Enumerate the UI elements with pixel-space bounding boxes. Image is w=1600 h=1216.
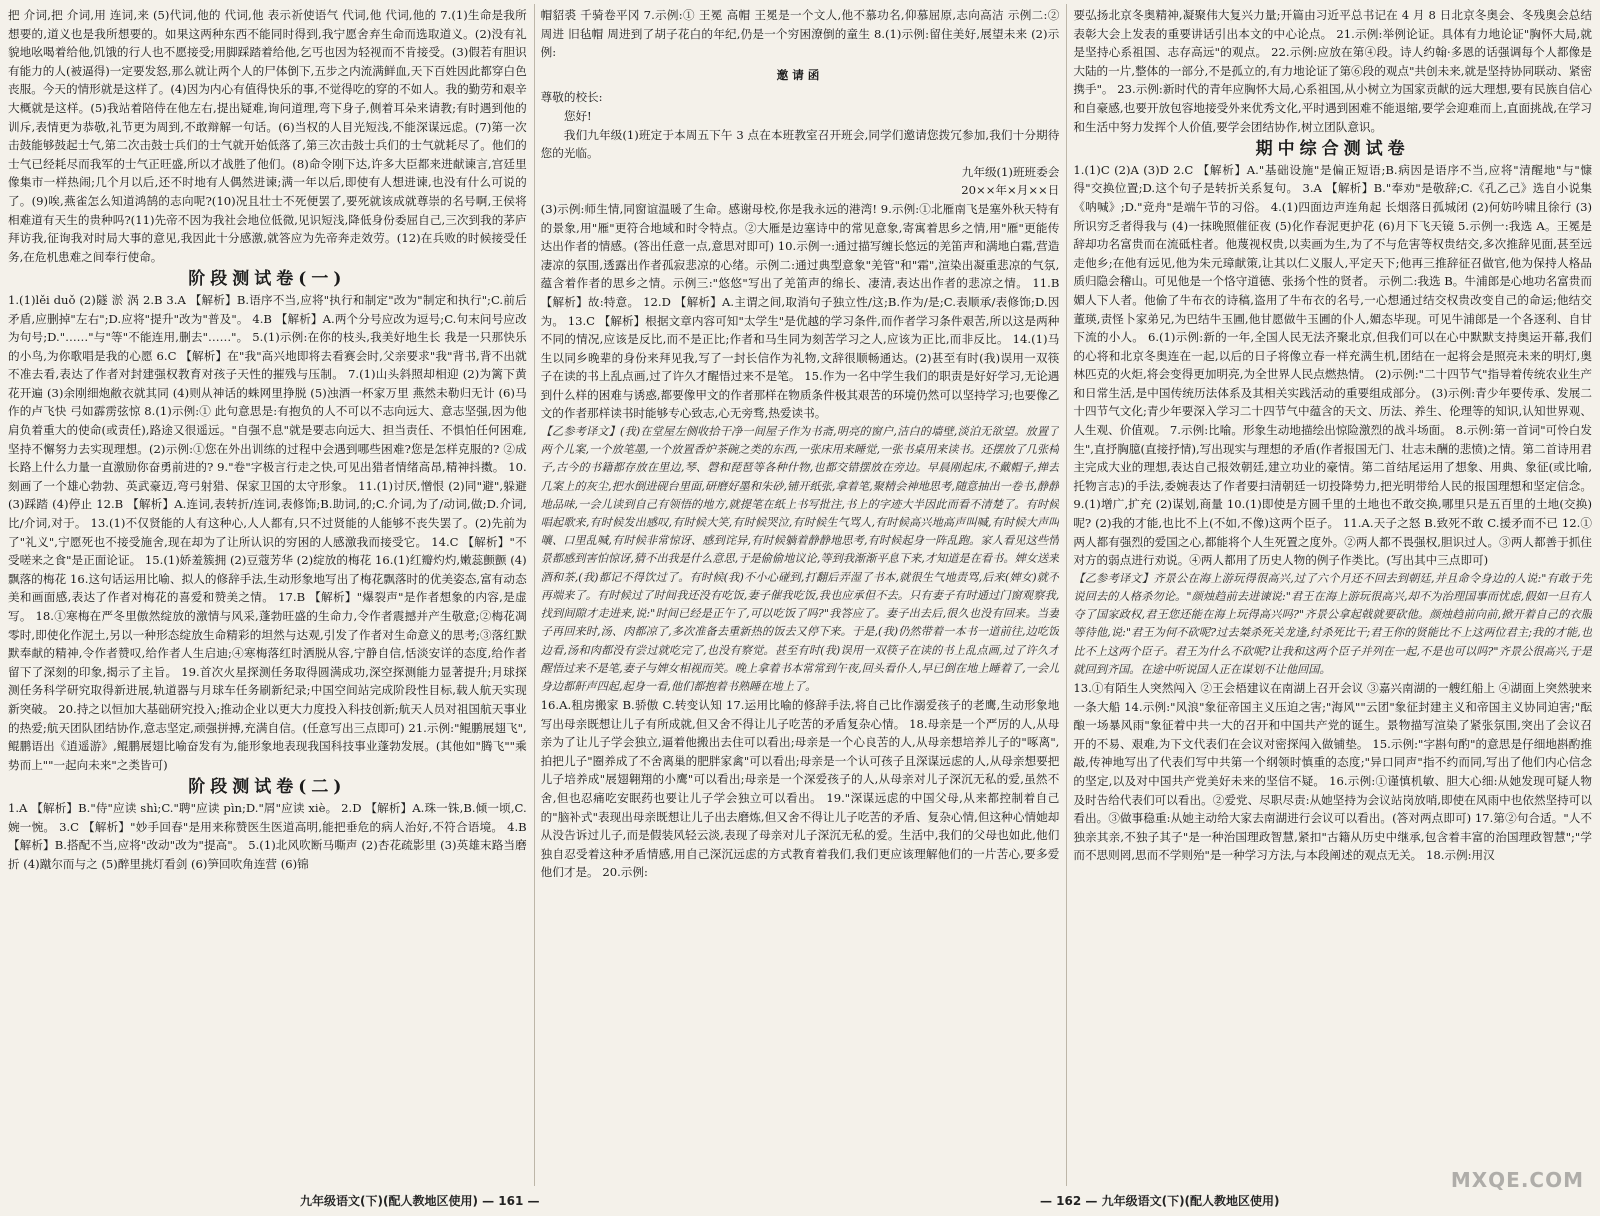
- letter-date: 20××年×月××日: [961, 183, 1060, 198]
- paragraph: (3)示例:师生情,同窗谊温暖了生命。感谢母校,你是我永远的港湾! 9.示例:①北雁南飞是塞外秋天特有的景象,用"雁"更符合地域和时令特点。②大雁是边塞诗中的常见意象,寄寓着思乡之情,用"雁"更能传达出作者的情感。(答出任意一点,意思对即可) 10.示例一:通过描写缠长悠远的羌笛声和满地白霜,营造凄凉的氛围,透露出作者孤寂悲凉的心绪。示例二:通过典型意象"羌管"和"霜",渲染出凝重悲凉的气氛,蕴含着作者的思乡之情。示例三:"悠悠"写出了羌笛声的绵长、凄清,表达出作者的悲凉之情。 11.B 【解析】故:特意。 12.D 【解析】A.主谓之间,取消句子独立性/这;B.作为/是;C.表顺承/表修饰;D.因为。 13.C 【解析】根据文章内容可知"太学生"是优越的学习条件,而作者学习条件艰苦,所以这是两种不同的情况,应该是反比,而不是正比;作者和马生同为刻苦学习之人,应该为正比,而非反比。 14.(1)马生以同乡晚辈的身份来拜见我,写了一封长信作为礼物,文辞很顺畅通达。(2)甚至有时(我)误用一双筷子在读的书上乱点画,过了许久才醒悟过来不是笔。 15.作为一名中学生我们的职责是好好学习,无论遇到什么样的困难与诱惑,都要像甲文的作者那样在物质条件极其艰苦的环境仍然可以坚持学习;也要像乙文的作者那样读书时能够专心致志,心无旁骛,热爱读书。: [540, 201, 1060, 421]
- letter-salutation: 尊敬的校长:: [540, 90, 603, 105]
- column-divider: [1066, 4, 1067, 1186]
- answer-page: [8, 6, 1592, 1186]
- column-right: [1073, 6, 1592, 1186]
- paragraph: 把 介词,把 介词,用 连词,来 (5)代词,他的 代词,他 表示祈使语气 代词,他 代词,他的 7.(1)生命是我所想要的,道义也是我所想要的。如果这两种东西不能同时得到,我宁愿舍弃生命而选取道义。(2)没有礼貌地吆喝着给他,饥饿的行人也不愿接受;用脚踩踏着给他,乞丐也因为轻视而不肯接受。(3)假若有胆识有能力的人(被逼得)一定要发怒,那么就让两个人的尸体倒下,五步之内流满鲜血,天下百姓因此都穿白色丧服。今天的情形就是这样了。(4)因为内心有值得快乐的事,不觉得吃的穿的不如人。我的勤劳和艰辛大概就是这样。(5)我站着陪侍在他左右,提出疑难,询问道理,弯下身子,侧着耳朵来请教;有时遇到他的训斥,表情更为恭敬,礼节更为周到,不敢辩解一句话。(6)当权的人目光短浅,不能深谋远虑。(7)第一次击鼓能够鼓起士气,第二次击鼓士兵们的士气就开始低落了,第三次击鼓士兵们的士气就耗尽了。他们的士气已经耗尽而我军的士气正旺盛,所以才战胜了他们。(8)命令刚下达,许多大臣都来进献谏言,宫廷里像集市一样热闹;几个月以后,还不时地有人偶然进谏;满一年以后,即使有人想进谏,也没有什么可说的了。(9)唉,燕雀怎么知道鸿鹄的志向呢?(10)况且壮士不死便罢了,要死就该成就尊崇的名号啊,王侯将相难道有天生的贵种吗?(11)先帝不因为我社会地位低微,见识短浅,降低身份委屈自己,三次到我的茅庐拜访我,征询我对时局大事的意见,我因此十分感激,就答应为先帝奔走效劳。(12)在兵败的时候接受任务,在危机患难之间奉行使命。: [8, 8, 527, 264]
- column-divider: [534, 4, 535, 1186]
- translation-block: 【乙参考译文】(我)在堂屋左侧收拾干净一间屋子作为书斋,明亮的窗户,洁白的墙壁,淡泊无欲望。放置了两个儿案,一个放笔墨,一个放置香炉茶碗之类的东西,一张床用来睡觉,一张书桌用来读书。还摆放了几张椅子,古今的书籍都存放在里边,琴、磬和琵琶等各种什物,也都交错摆放在旁边。早晨刚起床,不戴帽子,掸去几案上的灰尘,把水倒进砚台里面,研磨好墨和朱砂,铺开纸张,拿着笔,聚精会神地思考,随意抽出一卷书,静静地品味,一会儿读到自己有领悟的地方,就提笔在纸上书写批注,书上的字迹大半因此而看不清楚了。有时候唱起歌来,有时候发出感叹,有时候大笑,有时候哭泣,有时候生气骂人,有时候高兴地高声叫喊,有时候大声叫嚷、口里乱喊,有时候非常惊讶、感到诧异,有时候躺着静静地思考,有时候起身一阵乱跑。家人看见这些情景都感到害怕惊讶,猜不出我是什么意思,于是偷偷地议论,等到我渐渐平息下来,才知道是在看书。婢女送来酒和茶,(我)都记不得饮过了。有时候(我)不小心碰到,打翻后弄湿了书本,就很生气地责骂,后来(婢女)就不再端来了。有时候过了时间我还没有吃饭,妻子催我吃饭,我也应承但不去。只有妻子有时通过门窗观察我,找到间隙才走进来,说:"时间已经是正午了,可以吃饭了吗?"我答应了。妻子出去后,很久也没有回来。当妻子再回来时,汤、肉都凉了,多次准备去重新热的饭去又停下来。于是,(我)仍然带着一本书一道前往,边吃饭边看,汤和肉都没有尝过就吃完了,也没有察觉。甚至有时(我)误用一双筷子在读的书上乱点画,过了许久才醒悟过来不是笔,妻子与婢女相视而笑。晚上拿着书本常常到午夜,回头看仆人,早已倒在地上睡着了,一会儿身边都鼾声四起,起身一看,他们都抱着书熟睡在地上了。: [540, 425, 1060, 693]
- paragraph: 帽貂裘 千骑卷平冈 7.示例:① 王冕 高帽 王冕是一个文人,他不慕功名,仰慕屈原,志向高洁 示例二:② 周进 旧毡帽 周进到了胡子花白的年纪,仍是一个穷困潦倒的童生 8.(1)示例:留住美好,展望未来 (2)示例:: [540, 8, 1060, 60]
- section-heading: 阶段测试卷(一): [188, 269, 347, 290]
- letter-body: 我们九年级(1)班定于本周五下午 3 点在本班教室召开班会,同学们邀请您拨冗参加,我们十分期待您的光临。: [540, 127, 1060, 161]
- paragraph: 1.A 【解析】B."侍"应读 shì;C."聘"应读 pìn;D."屑"应读 xiè。 2.D 【解析】A.珠一铢,B.倾一顷,C.婉一惋。 3.C 【解析】"妙手回春"是用来称赞医生医道高明,能把垂危的病人治好,不符合语境。 4.B 【解析】B.搭配不当,应将"改动"改为"提高"。 5.(1)北风吹断马嘶声 (2)杏花疏影里 (3)英雄末路当磨折 (4)蹴尔而与之 (5)醉里挑灯看剑 (6)笋回吹角连营 (6)锦: [8, 800, 527, 871]
- letter-greeting: 您好!: [563, 108, 592, 123]
- footer-right: — 162 — 九年级语文(下)(配人教地区使用): [1040, 1194, 1280, 1208]
- letter-signature: 九年级(1)班班委会: [961, 164, 1060, 179]
- section-heading: 阶段测试卷(二): [188, 777, 347, 798]
- paragraph: 1.(1)C (2)A (3)D 2.C 【解析】A."基础设施"是偏正短语;B.病因是语序不当,应将"清醒地"与"慷得"交换位置;D.这个句子是转折关系复句。 3.A 【解析】B."奉劝"是敬辞;C.《孔乙己》选自小说集《呐喊》;D."竞舟"是端午节的习俗。 4.(1)四面边声连角起 长烟落日孤城闭 (2)何妨吟啸且徐行 (3)所识穷乏者得我与 (4)一抹晚照催征夜 (5)化作春泥更护花 (6)月下飞天镜 5.示例一:我选 A。王冕是辞却功名富贵而在流砥柱者。他蔑视权贵,以卖画为生,为了不与危害等权贵结交,多次推辞见面,甚至远走他乡;在他有远见,他为朱元璋献策,让其以仁义服人,平定天下;他再三推辞征召做官,他为保持人格品质归隐会稽山。可见他是一个恪守道德、张扬个性的贤者。 示例二:我选 B。牛浦郎是心地功名富贵而媚人下人者。他偷了牛布衣的诗稿,盗用了牛布衣的名号,一心想通过结交权贵改变自己的命运;他结交董瑛,责怪卜家弟兄,为巴结牛玉圃,他甘愿做牛玉圃的仆人,媚态毕现。可见牛浦郎是一个各逐利、自甘下流的小人。 6.(1)示例:新的一年,全国人民无法齐聚北京,但我们可以在心中默默支持奥运开幕,我们的心将和北京冬奥连在一起,以后的日子将像立春一样充满生机,团结在一起将会是照亮未来的明灯,奥林匹克的火炬,将会变得更加明亮,为全世界人民点燃热情。 (2)示例:"二十四节气"指导着传统农业生产和日常生活,是中国传统历法体系及其相关实践活动的重要组成部分。 (3)示例:青少年要传承、发展二十四节气文化;青少年要深入学习二十四节气中蕴含的天文、历法、养生、伦理等的知识,认知世界观、人生观、价值观。 7.示例:比喻。形象生动地描绘出惊险激烈的战斗场面。 8.示例:第一首词"可怜白发生",直抒胸臆(直接抒情),写出现实与理想的矛盾(作者报国无门、壮志未酬的悲愤)之情。第二首诗用君主完成大业的理想,表达自己报效朝廷,建立功业的豪情。第二首结尾运用了想象、用典、象征(或比喻,托物言志)的手法,委婉表达了作者要扫清朝廷一切投降势力,把光明带给人民的报国理想和坚定信念。 9.(1)增广,扩充 (2)谋划,商量 10.(1)即使是方圆千里的土地也不敢交换,哪里只是五百里的土地(交换)呢? (2)我的才能,也比不上(不如,不像)这两个臣子。 11.A.天子之怒 B.致死不敢 C.援矛而不已 12.①两人都有强烈的爱国之心,都能将个人生死置之度外。②两人都不畏强权,胆识过人。③两人都善于抓住对方的弱点进行劝说。④两人都用了历史人物的例子作类比。(写出其中三点即可): [1073, 162, 1593, 568]
- translation-block: 【乙参考译文】齐景公在海上游玩得很高兴,过了六个月还不回去到朝廷,并且命令身边的人说:"有敢于先说回去的人格杀勿论。"颜烛趋前去进谏说:"君王在海上游玩很高兴,却不为治理国事而忧虑,假如一旦有人夺了国家政权,君王您还能在海上玩得高兴吗?"齐景公拿起戟就要砍他。颜烛趋前向前,掀开着自己的衣服等待他,说:"君王为何不砍呢?过去桀杀死关龙逢,纣杀死比干;君王你的贤能比不上这两位君主;我的才能,也比不上这两个臣子。君王为什么不砍呢?让我和这两个臣子并列在一起,不是也可以吗?"齐景公很高兴,于是就回到齐国。在途中听说国人正在谋划不让他回国。: [1073, 571, 1593, 676]
- paragraph: 13.①有陌生人突然闯入 ②王会梧建议在南湖上召开会议 ③嘉兴南湖的一艘红船上 ④湖面上突然驶来一条大船 14.示例:"风浪"象征帝国主义压迫之害;"海风""云团"象征封建主义和帝国主义协同迫害;"酝酿一场暴风雨"象征着中共一大的召开和中国共产党的诞生。景物描写渲染了紧张氛围,突出了会议召开的不易、艰难,为下文代表们在会议对密探闯入做铺垫。 15.示例:"字斟句酌"的意思是仔细地斟酌推敲,传神地写出了代表们写中共第一个纲领时慎重的态度;"异口同声"指不约而同,写出了他们内心信念的坚定,以及对中国共产党美好未来的坚信不疑。 16.示例:①谨慎机敏、胆大心细:从她发现可疑人物及时告给代表们可以看出。②爱党、尽职尽责:从她坚持为会议站岗放哨,即使在风雨中也依然坚持可以看出。③做事稳重:从她主动给大家去南湖进行会议可以看出。(答对两点即可) 17.第②句合适。"人不独亲其亲,不独子其子"是一种治国理政智慧,紧扣"古籍从历史中继承,包含着丰富的治国理政智慧";"学而不思则罔,思而不学则殆"是一种学习方法,与本段阐述的观点无关。 18.示例:用汉: [1073, 681, 1593, 863]
- paragraph: 要弘扬北京冬奥精神,凝聚伟大复兴力量;开篇由习近平总书记在 4 月 8 日北京冬奥会、冬残奥会总结表彰大会上发表的重要讲话引出本文的中心论点。 21.示例:举例论证。具体有力地论证"胸怀大局,就是坚持心系祖国、志存高远"的观点。 22.示例:应放在第④段。诗人约翰·多恩的话强调每个人都像是大陆的一片,整体的一部分,不是孤立的,有力地论证了第⑥段的观点"共创未来,就是坚持协同联动、紧密携手"。 23.示例:新时代的青年应胸怀大局,心系祖国,从小树立为国家贡献的远大理想,要有民族自信心和自豪感,也要开放包容地接受外来优秀文化,平时遇到困难不能退缩,要学会迎难而上,直面挑战,在学习和生活中努力发挥个人价值,要学会团结协作,树立团队意识。: [1073, 8, 1593, 134]
- footer-left: 九年级语文(下)(配人教地区使用) — 161 —: [300, 1194, 540, 1208]
- section-heading: 期中综合测试卷: [1255, 139, 1410, 160]
- letter-title: 邀请函: [776, 67, 824, 82]
- page-footer: [0, 1190, 1600, 1210]
- watermark-logo: MXQE.COM: [1450, 1168, 1584, 1192]
- paragraph: 1.(1)lěi duǒ (2)隧 淤 涡 2.B 3.A 【解析】B.语序不当,应将"执行和制定"改为"制定和执行";C.前后矛盾,应删掉"左右";D.应将"提升"改为"普及"。 4.B 【解析】A.两个分号应改为逗号;C.句末问号应改为句号;D."……"与"等"不能连用,删去"……"。 5.(1)示例:在你的枝头,我美好地生长 我是一只那快乐的小鸟,为你歌唱是我的心愿 6.C 【解析】在"我"高兴地即将去看赛会时,父亲要求"我"背书,背不出就不准去看,表达了作者对封建强权教育对孩子天性的摧残与压制。 7.(1)山头斜照却相迎 (2)为篱下黄花开遍 (3)余刚细炮敝衣就其同 (4)则从神话的蛛网里挣脱 (5)浊酒一杯家万里 燕然未勒归无计 (6)马作的卢飞快 弓如霹雳弦惊 8.(1)示例:① 此句意思是:有抱负的人不可以不志向远大、意志坚强,因为他肩负着重大的使命(或责任),路途又很遥远。"自强不息"就是要志向远大、担当责任、不惧怕任何困难,坚持不懈努力去实现理想。(2)示例:①您在外出训练的过程中会遇到哪些困难?您是怎样克服的? ②成长路上什么力量一直激励你奋勇前进的? 9."卷"字极言行走之快,可见出猎者情绪高昂,精神抖擞。 10.刻画了一个雄心勃勃、英武豪迈,弯弓射猎、保家卫国的太守形象。 11.(1)讨厌,憎恨 (2)同"避",躲避 (3)踩踏 (4)停止 12.B 【解析】A.连词,表转折/连词,表修饰;B.助词,的;C.介词,为了/动词,做;D.介词,比/介词,对于。 13.(1)不仅贤能的人有这种心,人人都有,只不过贤能的人能够不丧失罢了。(2)先前为了"礼义",宁愿死也不接受施舍,现在却为了让所认识的穷困的人感激我而接受它。 14.C 【解析】"不受嗟来之食"是正面论证。 15.(1)娇羞簇拥 (2)豆蔻芳华 (2)绽放的梅花 16.(1)红瓣灼灼,嫩蕊颤颤 (4)飘落的梅花 16.这句话运用比喻、拟人的修辞手法,生动形象地写出了梅花飘落时的优美姿态,富有动态美和画面感,表达了作者对梅花的喜爱和赞美之情。 17.B 【解析】"爆裂声"是作者想象的内容,是虚写。 18.①寒梅在严冬里傲然绽放的激情与风采,蓬勃旺盛的生命力,令作者震撼并产生敬意;②梅花凋零时,即使化作泥土,另以一种形态绽放生命精彩的坦然与达观,引发了作者对生命意义的思考;③落红默默奉献的精神,令作者赞叹,给作者人生启迪;④寒梅落红时洒脱从容,宁静自信,恬淡安详的态度,给作者留下了深刻的印象,揭示了主旨。 19.首次火星探测任务取得圆满成功,深空探测能力显著提升;月球探测任务科学研究取得新进展,轨道器与月球车任务刷新纪录;中国空间站完成阶段性目标,载人航天实现新突破。 20.持之以恒加大基础研究投入;推动企业以更大力度投入科技创新;航天人员对祖国航天事业的热爱;航天团队团结协作,意志坚定,顽强拼搏,充满自信。(任意写出三点即可) 21.示例:"鲲鹏展翅飞",鲲鹏语出《逍遥游》,鲲鹏展翅比喻奋发有为,能形象地表现我国科技事业蓬勃发展。(其他如"腾飞""乘势而上""一起向未来"之类皆可): [8, 292, 527, 772]
- paragraph: 16.A.租房搬家 B.骄傲 C.转变认知 17.运用比喻的修辞手法,将自己比作溺爱孩子的老鹰,生动形象地写出母亲既想让儿子有所成就,但又舍不得让儿子吃苦的矛盾复杂心情。 18.母亲是一个严厉的人,从母亲为了让儿子学会独立,逼着他搬出去住可以看出;母亲是一个心良苦的人,从母亲想培养儿子的"啄离",拍把儿子"圈养成了不舍离巢的肥胖家禽"可以看出;母亲是一个认可孩子且深谋远虑的人,从母亲想要把儿子培养成"展翅翱翔的小鹰"可以看出;母亲是一个深爱孩子的人,从母亲对儿子深沉无私的爱,虽然不舍,但也忍痛吃安眠药也要让儿子学会独立可以看出。 19."深谋远虑的中国父母,从来都控制着自己的"脑补式"表现出母亲既想让儿子出去磨炼,但又舍不得让儿子吃苦的矛盾、复杂心情,但这种心情她却从没告诉过儿子,而是假装风轻云淡,表现了母亲对儿子深沉无私的爱。生活中,我们的父母也如此,他们独自忍受着这种矛盾情感,用自己深沉远虑的方式教育着我们,我们更应该理解他们的一片苦心,要多爱他们才是。 20.示例:: [540, 698, 1060, 880]
- column-left: [8, 6, 527, 1186]
- column-middle: [541, 6, 1060, 1186]
